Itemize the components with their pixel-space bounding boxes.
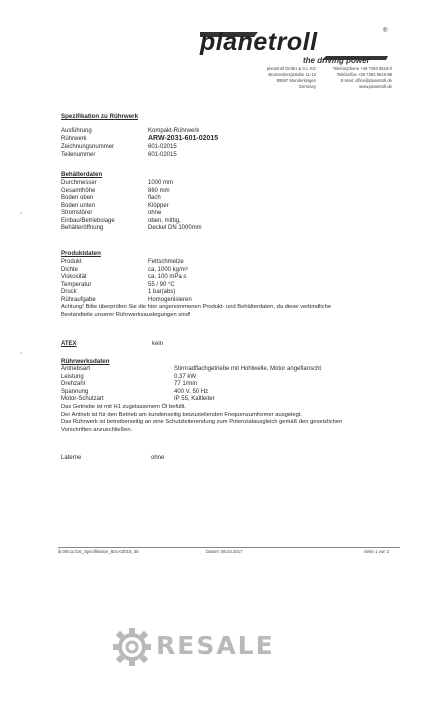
general-section (0, 128, 426, 159)
produkt-row (0, 297, 426, 305)
general-row (0, 144, 426, 152)
ruehrwerk-row (0, 389, 426, 397)
note-line: Vorschriften anzuschließen. (61, 426, 133, 433)
produkt-title: Produktdaten (61, 250, 101, 257)
ruehrwerk-row (0, 396, 426, 404)
row-label: Rühraufgabe (61, 296, 96, 303)
laterne-label: Laterne (61, 455, 82, 461)
behaelter-title: Behälterdaten (61, 171, 103, 178)
general-row (0, 152, 426, 160)
note-line: Das Getriebe ist mit H1 zugelassenem Öl befüllt. (61, 404, 187, 410)
footer-divider (58, 547, 400, 548)
row-value: oben, mittig, (148, 217, 181, 224)
ruehrwerk-title: Rührwerksdaten (61, 358, 110, 365)
contact-line: E-Mail: office@planetroll.de (340, 78, 392, 83)
behaelter-section (0, 180, 426, 233)
row-value: Homogenisieren (148, 296, 192, 303)
row-label: Stromstörer (61, 210, 93, 216)
row-value: 55 / 90 °C (148, 281, 175, 288)
row-label: Behälteröffnung (61, 225, 104, 231)
registered-mark: ® (383, 28, 388, 34)
row-value: flach (148, 195, 161, 201)
punch-hole-dot (20, 352, 22, 354)
address-line: 89597 Munderkingen (276, 78, 316, 83)
row-label: Spannung (61, 388, 89, 395)
ruehrwerk-row (0, 374, 426, 382)
row-label: Rührwerk (61, 135, 87, 142)
footer-filename: ib.000.a.016_Spezifikation_601-02015_35 (58, 549, 139, 554)
produkt-row (0, 282, 426, 290)
atex-label: ATEX (61, 341, 77, 347)
row-label: Durchmesser (61, 180, 97, 186)
row-label: Zeichnungsnummer (61, 144, 115, 150)
gear-teeth (113, 628, 151, 666)
row-label: Antriebsart (61, 366, 91, 372)
row-label: Boden oben (61, 195, 94, 201)
note-line: Das Rührwerk ist betreiberseitig an eine Schutzleiterendung zum Potenzialausgleich gemäß den gesetzlichen (61, 419, 343, 426)
ruehrwerk-notes (61, 404, 342, 434)
row-value: 860 mm (148, 187, 170, 194)
row-label: Gesamthöhe (61, 187, 96, 194)
row-value: Kompakt-Rührwerk (148, 128, 200, 134)
behaelter-row (0, 225, 426, 233)
row-label: Druck (61, 289, 77, 295)
address-line: planetroll GmbH & Co. KG (266, 66, 316, 71)
company-contact (320, 66, 392, 90)
behaelter-row (0, 195, 426, 203)
note-line: Achtung! Bitte überprüfen Sie die hier angenommenen Produkt- und Behälterdaten, da diese verbindliche (61, 304, 332, 310)
row-value: 0,37 kW (174, 373, 197, 380)
general-row (0, 136, 426, 145)
row-value: 601-02015 (148, 144, 177, 150)
row-label: Temperatur (61, 281, 92, 288)
ruehrwerk-row (0, 381, 426, 389)
document-title: Spezifikation zu Rührwerk (61, 113, 139, 120)
produkt-section (0, 259, 426, 304)
note-line: Bestandteile unserer Rührwerksauslegungen sind! (61, 311, 191, 318)
logo-tagline: the driving power (303, 56, 370, 65)
produkt-warning-note (61, 304, 331, 319)
row-value: ca. 1000 kg/m³ (148, 266, 188, 273)
contact-line: Telefax/fax +49 7393 9518-98 (336, 72, 392, 77)
row-label: Leistung (61, 373, 84, 380)
behaelter-row (0, 203, 426, 211)
behaelter-row (0, 180, 426, 188)
produkt-row (0, 259, 426, 267)
row-label: Viskosität (61, 274, 87, 280)
ruehrwerk-section (0, 366, 426, 404)
row-value: Klöpper (148, 202, 169, 209)
produkt-row (0, 289, 426, 297)
contact-line: www.planetroll.de (359, 84, 392, 89)
footer-page-number: Seite 1 von 2 (364, 549, 390, 554)
address-line: Germany (298, 84, 316, 89)
row-value: Stirnradflachgetriebe mit Hohlwelle, Motor angeflanscht (174, 366, 322, 372)
row-label: Einbau/Betriebslage (61, 217, 115, 224)
row-value: 601-02015 (148, 151, 177, 158)
address-line: Brunnenbergstraße 11-13 (268, 72, 316, 77)
gear-icon (120, 635, 144, 659)
row-value: 400 V, 50 Hz (174, 388, 209, 395)
row-value: 1 bar(abs) (148, 289, 176, 295)
ruehrwerk-row (0, 366, 426, 374)
row-value: 1000 mm (148, 180, 174, 186)
atex-value: kein (152, 341, 164, 347)
row-value: ohne (148, 210, 162, 216)
logo-wordmark: planetroll (200, 28, 318, 56)
note-line: Der Antrieb ist für den Betrieb am kundenseitig beizustellenden Frequenzumformer ausgelegt. (61, 411, 303, 418)
behaelter-row (0, 210, 426, 218)
row-label: Drehzahl (61, 381, 86, 388)
produkt-row (0, 267, 426, 275)
row-label: Motor-Schutzart (61, 396, 104, 403)
row-label: Boden unten (61, 202, 96, 209)
row-label: Produkt (61, 259, 82, 265)
row-value: IP 55, Kaltleiter (174, 396, 215, 403)
watermark-text: RESALE (156, 631, 275, 660)
row-value: ARW-2031-601-02015 (148, 134, 219, 142)
company-address (200, 66, 316, 90)
row-label: Teilenummer (61, 151, 96, 158)
behaelter-row (0, 188, 426, 196)
row-value: ca. 100 mPa s (148, 274, 187, 280)
laterne-value: ohne (151, 455, 165, 461)
row-label: Dichte (61, 266, 79, 273)
row-label: Ausführung (61, 128, 92, 134)
row-value: Deckel DN 1000mm (148, 225, 202, 231)
behaelter-row (0, 218, 426, 226)
contact-line: Telefon/phone +49 7393 9518-0 (332, 66, 392, 71)
row-value: 77 1/min (174, 381, 198, 388)
row-value: Fettschmelze (148, 259, 184, 265)
footer-date: Datum: 08.03.2017 (206, 549, 243, 554)
produkt-row (0, 274, 426, 282)
